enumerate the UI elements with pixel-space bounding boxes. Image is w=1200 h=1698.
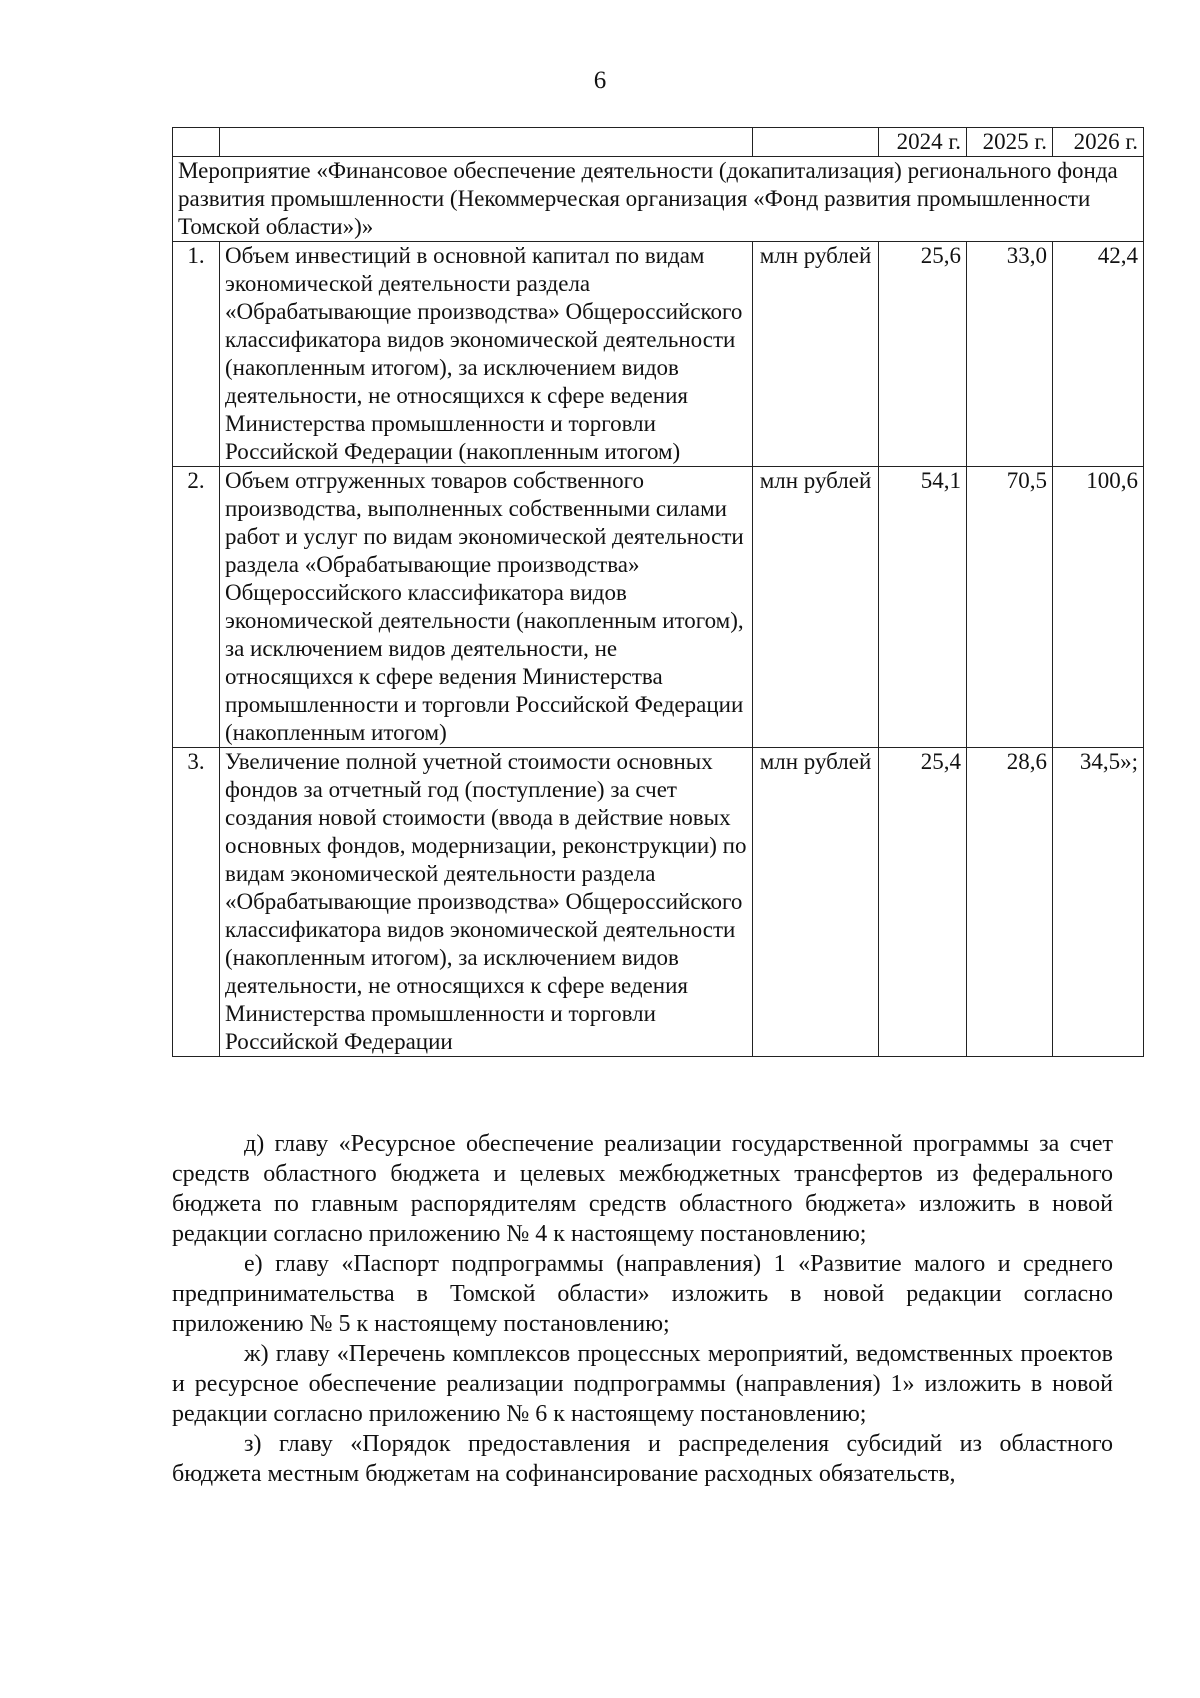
indicator-unit: млн рублей <box>753 467 879 748</box>
value-2026: 42,4 <box>1053 242 1144 467</box>
header-empty-cell <box>220 128 753 157</box>
body-text <box>172 1129 1113 1489</box>
header-year-2024: 2024 г. <box>879 128 967 157</box>
table-row <box>173 748 1144 1057</box>
value-2026: 100,6 <box>1053 467 1144 748</box>
paragraph-d: д) главу «Ресурсное обеспечение реализации государственной программы за счет средств областного бюджета и целевых межбюджетных трансфертов из федерального бюджета по главным распорядителям средств областного бюджета» изложить в новой редакции согласно приложению № 4 к настоящему постановлению; <box>172 1131 1113 1247</box>
value-2026: 34,5»; <box>1053 748 1144 1057</box>
indicators-table <box>172 127 1144 1057</box>
value-2025: 28,6 <box>967 748 1053 1057</box>
value-2024: 54,1 <box>879 467 967 748</box>
row-number: 1. <box>173 242 220 467</box>
header-empty-cell <box>173 128 220 157</box>
row-number: 2. <box>173 467 220 748</box>
section-title: Мероприятие «Финансовое обеспечение деятельности (докапитализация) регионального фонда развития промышленности (Некоммерческая организация «Фонд развития промышленности Томской области»)» <box>173 157 1144 242</box>
table-header-row <box>173 128 1144 157</box>
indicator-name: Объем инвестиций в основной капитал по видам экономической деятельности раздела «Обрабатывающие производства» Общероссийского классификатора видов экономической деятельности (накопленным итогом), за исключением видов деятельности, не относящихся к сфере ведения Министерства промышленности и торговли Российской Федерации (накопленным итогом) <box>220 242 753 467</box>
value-2025: 33,0 <box>967 242 1053 467</box>
table-row <box>173 467 1144 748</box>
page-number: 6 <box>593 67 607 94</box>
paragraph-z: з) главу «Порядок предоставления и распределения субсидий из областного бюджета местным бюджетам на софинансирование расходных обязательств, <box>172 1431 1113 1487</box>
header-year-2025: 2025 г. <box>967 128 1053 157</box>
paragraph-zh: ж) главу «Перечень комплексов процессных мероприятий, ведомственных проектов и ресурсное обеспечение реализации подпрограммы (направления) 1» изложить в новой редакции согласно приложению № 6 к настоящему постановлению; <box>172 1341 1113 1427</box>
row-number: 3. <box>173 748 220 1057</box>
indicator-unit: млн рублей <box>753 748 879 1057</box>
indicator-name: Объем отгруженных товаров собственного производства, выполненных собственными силами работ и услуг по видам экономической деятельности раздела «Обрабатывающие производства» Общероссийского классификатора видов экономической деятельности (накопленным итогом), за исключением видов деятельности, не относящихся к сфере ведения Министерства промышленности и торговли Российской Федерации (накопленным итогом) <box>220 467 753 748</box>
value-2024: 25,4 <box>879 748 967 1057</box>
header-year-2026: 2026 г. <box>1053 128 1144 157</box>
header-empty-cell <box>753 128 879 157</box>
value-2025: 70,5 <box>967 467 1053 748</box>
section-title-row <box>173 157 1144 242</box>
indicator-name: Увеличение полной учетной стоимости основных фондов за отчетный год (поступление) за счет создания новой стоимости (ввода в действие новых основных фондов, модернизации, реконструкции) по видам экономической деятельности раздела «Обрабатывающие производства» Общероссийского классификатора видов экономической деятельности (накопленным итогом), за исключением видов деятельности, не относящихся к сфере ведения Министерства промышленности и торговли Российской Федерации <box>220 748 753 1057</box>
indicator-unit: млн рублей <box>753 242 879 467</box>
paragraph-e: е) главу «Паспорт подпрограммы (направления) 1 «Развитие малого и среднего предпринимательства в Томской области» изложить в новой редакции согласно приложению № 5 к настоящему постановлению; <box>172 1251 1113 1337</box>
table-row <box>173 242 1144 467</box>
value-2024: 25,6 <box>879 242 967 467</box>
